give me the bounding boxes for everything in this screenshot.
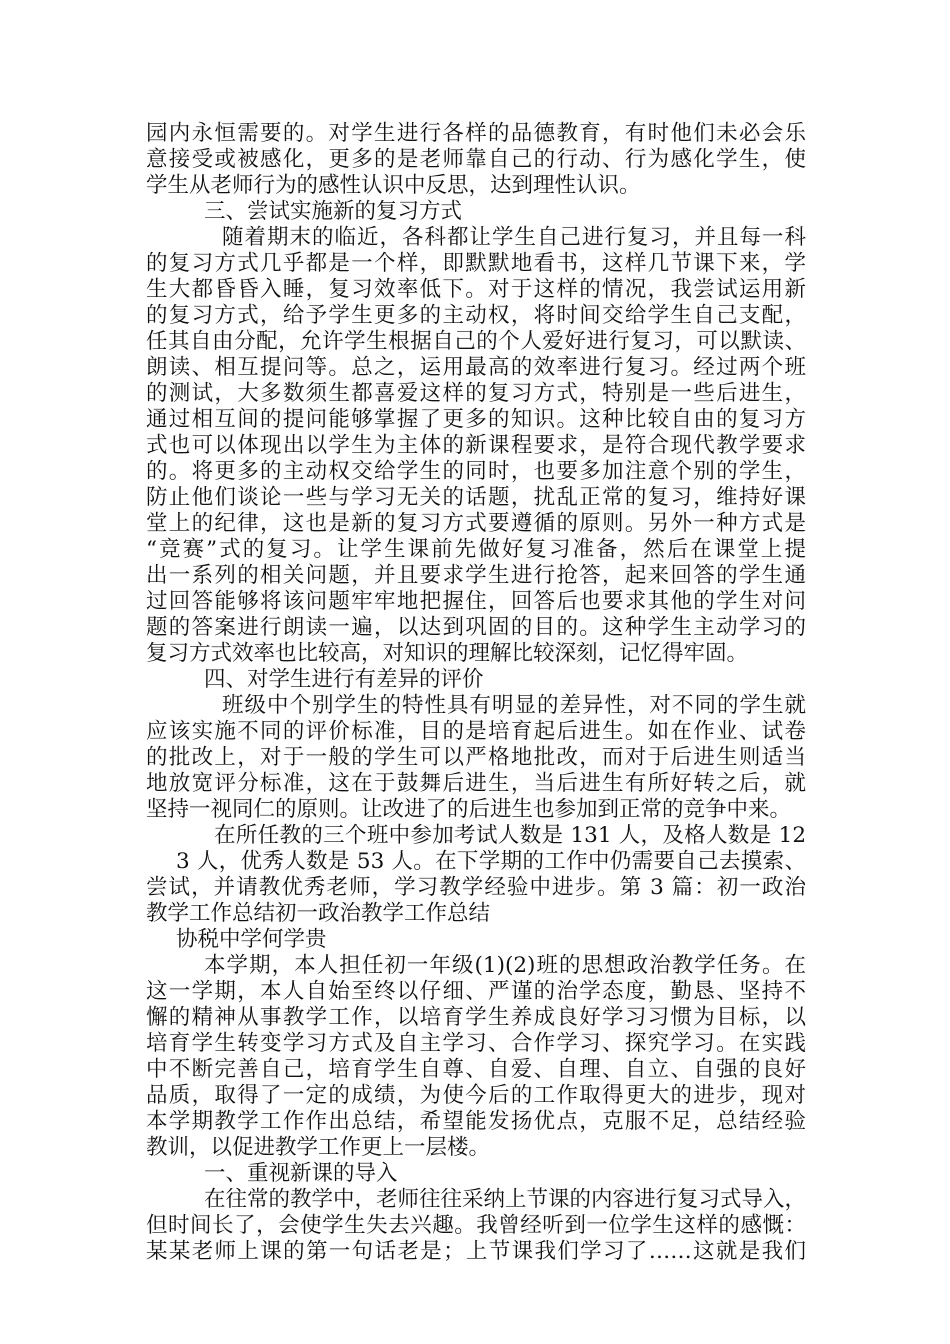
- section-heading: 四、对学生进行有差异的评价: [204, 667, 484, 692]
- text-line: 这一学期，本人自始至终以仔细、严谨的治学态度，勤恳、坚持不: [146, 979, 806, 1004]
- text-line: 意接受或被感化，更多的是老师靠自己的行动、行为感化学生，使: [146, 147, 806, 172]
- text-line: 随着期末的临近，各科都让学生自己进行复习，并且每一科: [222, 225, 806, 250]
- text-line: 的批改上，对于一般的学生可以严格地批改，而对于后进生则适当: [146, 745, 806, 770]
- section-heading: 一、重视新课的导入: [204, 1161, 398, 1186]
- text-line: 某某老师上课的第一句话老是；上节课我们学习了……这就是我们: [146, 1239, 806, 1264]
- text-line: 教学工作总结初一政治教学工作总结: [146, 901, 491, 926]
- text-line: 中不断完善自己，培育学生自尊、自爱、自理、自立、自强的良好: [146, 1057, 806, 1082]
- text-line: 的。将更多的主动权交给学生的同时，也要多加注意个别的学生，: [146, 459, 806, 484]
- text-line: 地放宽评分标准，这在于鼓舞后进生，当后进生有所好转之后，就: [146, 771, 806, 796]
- text-line: 的复习方式，给予学生更多的主动权，将时间交给学生自己支配，: [146, 303, 806, 328]
- text-line: 防止他们谈论一些与学习无关的话题，扰乱正常的复习，维持好课: [146, 485, 806, 510]
- text-line: 生大都昏昏入睡，复习效率低下。对于这样的情况，我尝试运用新: [146, 277, 806, 302]
- text-line: 3 人，优秀人数是 53 人。在下学期的工作中仍需要自己去摸索、: [176, 849, 806, 874]
- text-line: 园内永恒需要的。对学生进行各样的品德教育，有时他们未必会乐: [146, 121, 806, 146]
- text-line: 朗读、相互提问等。总之，运用最高的效率进行复习。经过两个班: [146, 355, 806, 380]
- text-line: 通过相互间的提问能够掌握了更多的知识。这种比较自由的复习方: [146, 407, 806, 432]
- text-line: 学生从老师行为的感性认识中反思，达到理性认识。: [146, 173, 641, 198]
- text-line: 但时间长了，会使学生失去兴趣。我曾经听到一位学生这样的感慨：: [146, 1213, 806, 1238]
- text-line: 教训，以促进教学工作更上一层楼。: [146, 1135, 491, 1160]
- text-line: 本学期，本人担任初一年级(1)(2)班的思想政治教学任务。在: [204, 953, 806, 978]
- text-line: 本学期教学工作作出总结，希望能发扬优点，克服不足，总结经验: [146, 1109, 806, 1134]
- text-line: 班级中个别学生的特性具有明显的差异性，对不同的学生就: [222, 693, 806, 718]
- text-line: 尝试，并请教优秀老师，学习教学经验中进步。第 3 篇：初一政治: [146, 875, 806, 900]
- text-line: 懈的精神从事教学工作，以培育学生养成良好学习习惯为目标，以: [146, 1005, 806, 1030]
- text-line: “竞赛”式的复习。让学生课前先做好复习准备，然后在课堂上提: [146, 537, 806, 562]
- text-line: 在往常的教学中，老师往往采纳上节课的内容进行复习式导入，: [204, 1187, 807, 1212]
- text-line: 出一系列的相关问题，并且要求学生进行抢答，起来回答的学生通: [146, 563, 806, 588]
- text-line: 坚持一视同仁的原则。让改进了的后进生也参加到正常的竞争中来。: [146, 797, 792, 822]
- section-heading: 三、尝试实施新的复习方式: [204, 199, 463, 224]
- text-line: 过回答能够将该问题牢牢地把握住，回答后也要求其他的学生对问: [146, 589, 806, 614]
- text-line: 培育学生转变学习方式及自主学习、合作学习、探究学习。在实践: [146, 1031, 806, 1056]
- text-line: 的复习方式几乎都是一个样，即默默地看书，这样几节课下来，学: [146, 251, 806, 276]
- text-line: 在所任教的三个班中参加考试人数是 131 人，及格人数是 12: [214, 823, 806, 848]
- text-line: 品质，取得了一定的成绩，为使今后的工作取得更大的进步，现对: [146, 1083, 806, 1108]
- text-line: 的测试，大多数须生都喜爱这样的复习方式，特别是一些后进生，: [146, 381, 806, 406]
- text-line: 堂上的纪律，这也是新的复习方式要遵循的原则。另外一种方式是: [146, 511, 806, 536]
- text-line: 复习方式效率也比较高，对知识的理解比较深刻，记忆得牢固。: [146, 641, 749, 666]
- text-line: 任其自由分配，允许学生根据自己的个人爱好进行复习，可以默读、: [146, 329, 806, 354]
- text-line: 题的答案进行朗读一遍，以达到巩固的目的。这种学生主动学习的: [146, 615, 806, 640]
- text-line: 式也可以体现出以学生为主体的新课程要求，是符合现代教学要求: [146, 433, 806, 458]
- author-line: 协税中学何学贵: [176, 927, 327, 952]
- text-line: 应该实施不同的评价标准，目的是培育起后进生。如在作业、试卷: [146, 719, 806, 744]
